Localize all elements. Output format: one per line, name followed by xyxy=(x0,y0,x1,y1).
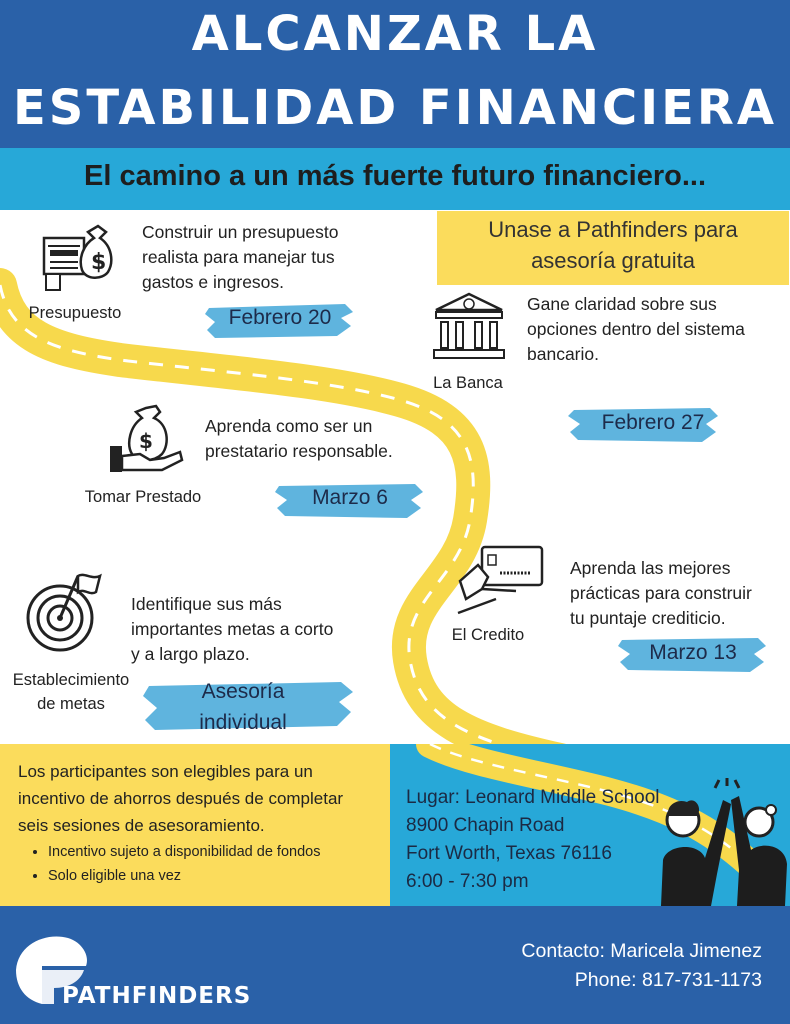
high-five-people-icon xyxy=(655,778,790,906)
step-text-tomar-prestado xyxy=(205,414,435,464)
text-line: gastos e ingresos. xyxy=(142,272,285,292)
money-bag-hand-icon xyxy=(106,404,186,476)
bank-icon xyxy=(432,292,506,362)
location-place: Lugar: Leonard Middle School xyxy=(406,787,660,808)
label-line: individual xyxy=(199,711,287,734)
budget-icon xyxy=(40,222,114,294)
join-line2: asesoría gratuita xyxy=(531,248,695,273)
bullet-item: • Solo eligible una vez xyxy=(48,864,320,888)
step-label-el-credito: El Credito xyxy=(451,626,525,644)
text-line: Aprenda como ser un xyxy=(205,416,373,436)
eligibility-text xyxy=(18,758,380,839)
date-marzo-13: Marzo 13 xyxy=(649,641,737,664)
step-text-presupuesto xyxy=(142,220,382,295)
contact-info xyxy=(521,937,762,995)
step-label-presupuesto: Presupuesto xyxy=(28,304,122,322)
text-line: bancario. xyxy=(527,344,599,364)
svg-text:$: $ xyxy=(91,250,107,275)
date-marzo-6: Marzo 6 xyxy=(312,486,388,509)
contact-phone: Phone: 817-731-1173 xyxy=(574,969,762,991)
join-text xyxy=(437,214,789,276)
location-info xyxy=(406,784,660,896)
contact-name: Contacto: Maricela Jimenez xyxy=(521,940,762,962)
location-address: 8900 Chapin Road xyxy=(406,815,565,836)
join-line1: Unase a Pathfinders para xyxy=(488,217,738,242)
location-time: 6:00 - 7:30 pm xyxy=(406,871,529,892)
label-line: Asesoría xyxy=(201,680,285,703)
text-line: Aprenda las mejores xyxy=(570,558,731,578)
text-line: incentivo de ahorros después de completar xyxy=(18,789,344,808)
label-line: de metas xyxy=(37,695,105,713)
label-line: Establecimiento xyxy=(12,671,130,689)
brand-name: PATHFINDERS xyxy=(62,983,252,1009)
text-line: Gane claridad sobre sus xyxy=(527,294,717,314)
step-label-tomar-prestado: Tomar Prestado xyxy=(84,488,202,506)
text-line: Construir un presupuesto xyxy=(142,222,339,242)
text-line: y a largo plazo. xyxy=(131,644,250,664)
page-title-line2: ESTABILIDAD FINANCIERA xyxy=(12,80,778,136)
eligibility-bullets xyxy=(30,840,320,888)
text-line: Identifique sus más xyxy=(131,594,282,614)
target-flag-icon xyxy=(22,570,104,656)
step-text-el-credito xyxy=(570,556,780,631)
text-line: tu puntaje crediticio. xyxy=(570,608,726,628)
svg-text:$: $ xyxy=(139,429,153,453)
asesoria-individual xyxy=(143,676,343,738)
bullet-item: • Incentivo sujeto a disponibilidad de fondos xyxy=(48,840,320,864)
subtitle: El camino a un más fuerte futuro financiero... xyxy=(84,160,706,192)
step-text-la-banca xyxy=(527,292,777,367)
text-line: seis sesiones de asesoramiento. xyxy=(18,816,265,835)
step-label-establecimiento xyxy=(5,668,137,716)
credit-card-hand-icon xyxy=(456,543,548,617)
text-line: prestatario responsable. xyxy=(205,441,393,461)
date-febrero-20: Febrero 20 xyxy=(228,306,332,329)
text-line: importantes metas a corto xyxy=(131,619,334,639)
text-line: realista para manejar tus xyxy=(142,247,335,267)
text-line: prácticas para construir xyxy=(570,583,752,603)
step-text-establecimiento xyxy=(131,592,371,667)
date-febrero-27: Febrero 27 xyxy=(601,411,705,434)
text-line: Los participantes son elegibles para un xyxy=(18,762,313,781)
step-label-la-banca: La Banca xyxy=(433,374,503,392)
location-city: Fort Worth, Texas 76116 xyxy=(406,843,612,864)
page-title-line1: ALCANZAR LA xyxy=(191,6,599,62)
text-line: opciones dentro del sistema xyxy=(527,319,745,339)
